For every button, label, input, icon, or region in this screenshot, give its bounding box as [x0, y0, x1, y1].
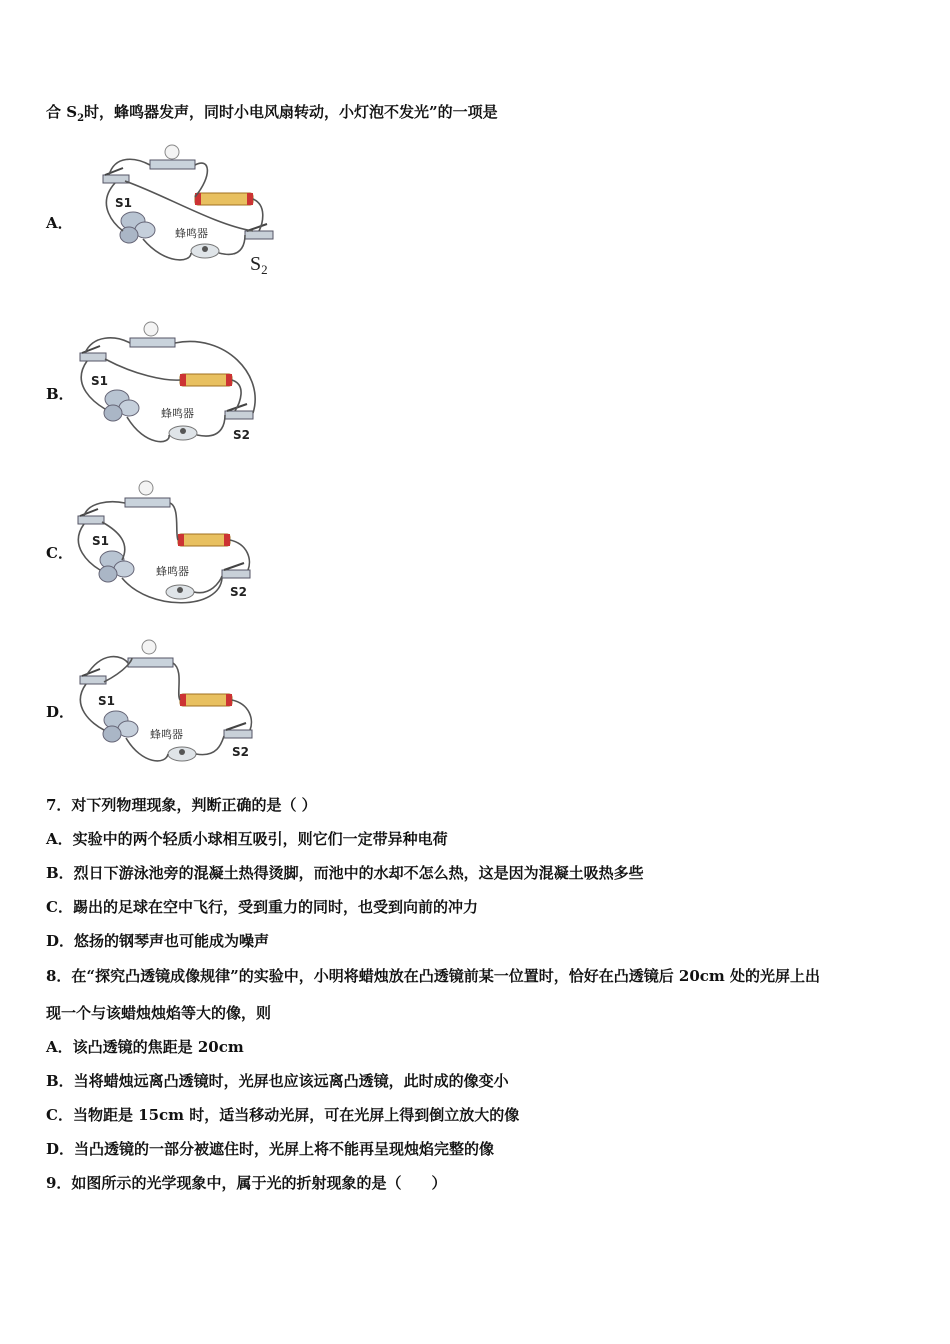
buzzer-label: 蜂鸣器 [156, 565, 189, 578]
battery-icon [178, 534, 230, 546]
q9-stem: 9．如图所示的光学现象中，属于光的折射现象的是（ ） [46, 1174, 447, 1192]
question-intro: 合 $S_2$时，蜂鸣器发声，同时小电风扇转动，小灯泡不发光”的一项是 [46, 103, 498, 124]
fan-icon [120, 212, 155, 243]
s2-label: S2 [233, 428, 250, 442]
q8-option-d: D．当凸透镜的一部分被遮住时，光屏上将不能再呈现烛焰完整的像 [46, 1140, 495, 1158]
battery-icon [180, 694, 232, 706]
buzzer-label: 蜂鸣器 [161, 407, 194, 420]
buzzer-label: 蜂鸣器 [175, 227, 208, 240]
bulb-icon [150, 145, 195, 169]
fan-icon [104, 390, 139, 421]
option-a-label: A． [46, 214, 73, 232]
s1-label: S1 [98, 694, 115, 708]
q7-option-b: B．烈日下游泳池旁的混凝土热得烫脚，而池中的水却不怎么热，这是因为混凝土吸热多些 [46, 864, 644, 882]
option-b-label: B． [46, 385, 74, 403]
switch-icon [245, 224, 273, 239]
buzzer-icon [166, 585, 194, 599]
bulb-icon [125, 481, 170, 507]
q7-option-c: C．踢出的足球在空中飞行，受到重力的同时，也受到向前的冲力 [46, 898, 478, 916]
option-d-label: D． [46, 703, 75, 721]
fan-icon [103, 711, 138, 742]
buzzer-icon [191, 244, 219, 258]
buzzer-icon [169, 426, 197, 440]
s2-label: S2 [230, 585, 247, 599]
q8-option-a: A．该凸透镜的焦距是 20cm [46, 1038, 244, 1056]
bulb-icon [128, 640, 173, 667]
buzzer-icon [168, 747, 196, 761]
battery-icon [180, 374, 232, 386]
switch-icon [225, 404, 253, 419]
switch-icon [78, 509, 104, 524]
s1-label: S1 [115, 196, 132, 210]
circuit-diagram-c [70, 472, 260, 617]
s2-label: S2 [232, 745, 249, 759]
battery-icon [195, 193, 253, 205]
bulb-icon [130, 322, 175, 347]
circuit-diagram-b [75, 315, 265, 455]
q8-option-b: B．当将蜡烛远离凸透镜时，光屏也应该远离凸透镜，此时成的像变小 [46, 1072, 509, 1090]
switch-icon [222, 563, 250, 578]
switch-icon [224, 723, 252, 738]
s2-label: $S_2$ [250, 253, 268, 275]
buzzer-label: 蜂鸣器 [150, 728, 183, 741]
s1-label: S1 [91, 374, 108, 388]
s1-label: S1 [92, 534, 109, 548]
option-c-label: C． [46, 544, 73, 562]
q8-stem-line2: 现一个与该蜡烛烛焰等大的像，则 [46, 1004, 272, 1022]
fan-icon [99, 551, 134, 582]
q8-option-c: C．当物距是 15cm 时，适当移动光屏，可在光屏上得到倒立放大的像 [46, 1106, 520, 1124]
q7-option-a: A．实验中的两个轻质小球相互吸引，则它们一定带异种电荷 [46, 830, 448, 848]
q7-stem: 7．对下列物理现象，判断正确的是（ ） [46, 796, 317, 814]
q8-stem-line1: 8．在“探究凸透镜成像规律”的实验中，小明将蜡烛放在凸透镜前某一位置时，恰好在凸透镜后 20cm 处的光屏上出 [46, 967, 821, 985]
circuit-diagram-a [95, 135, 285, 275]
switch-icon [80, 669, 106, 684]
circuit-diagram-d [72, 630, 262, 775]
q7-option-d: D．悠扬的钢琴声也可能成为噪声 [46, 932, 270, 950]
switch-icon [80, 346, 106, 361]
